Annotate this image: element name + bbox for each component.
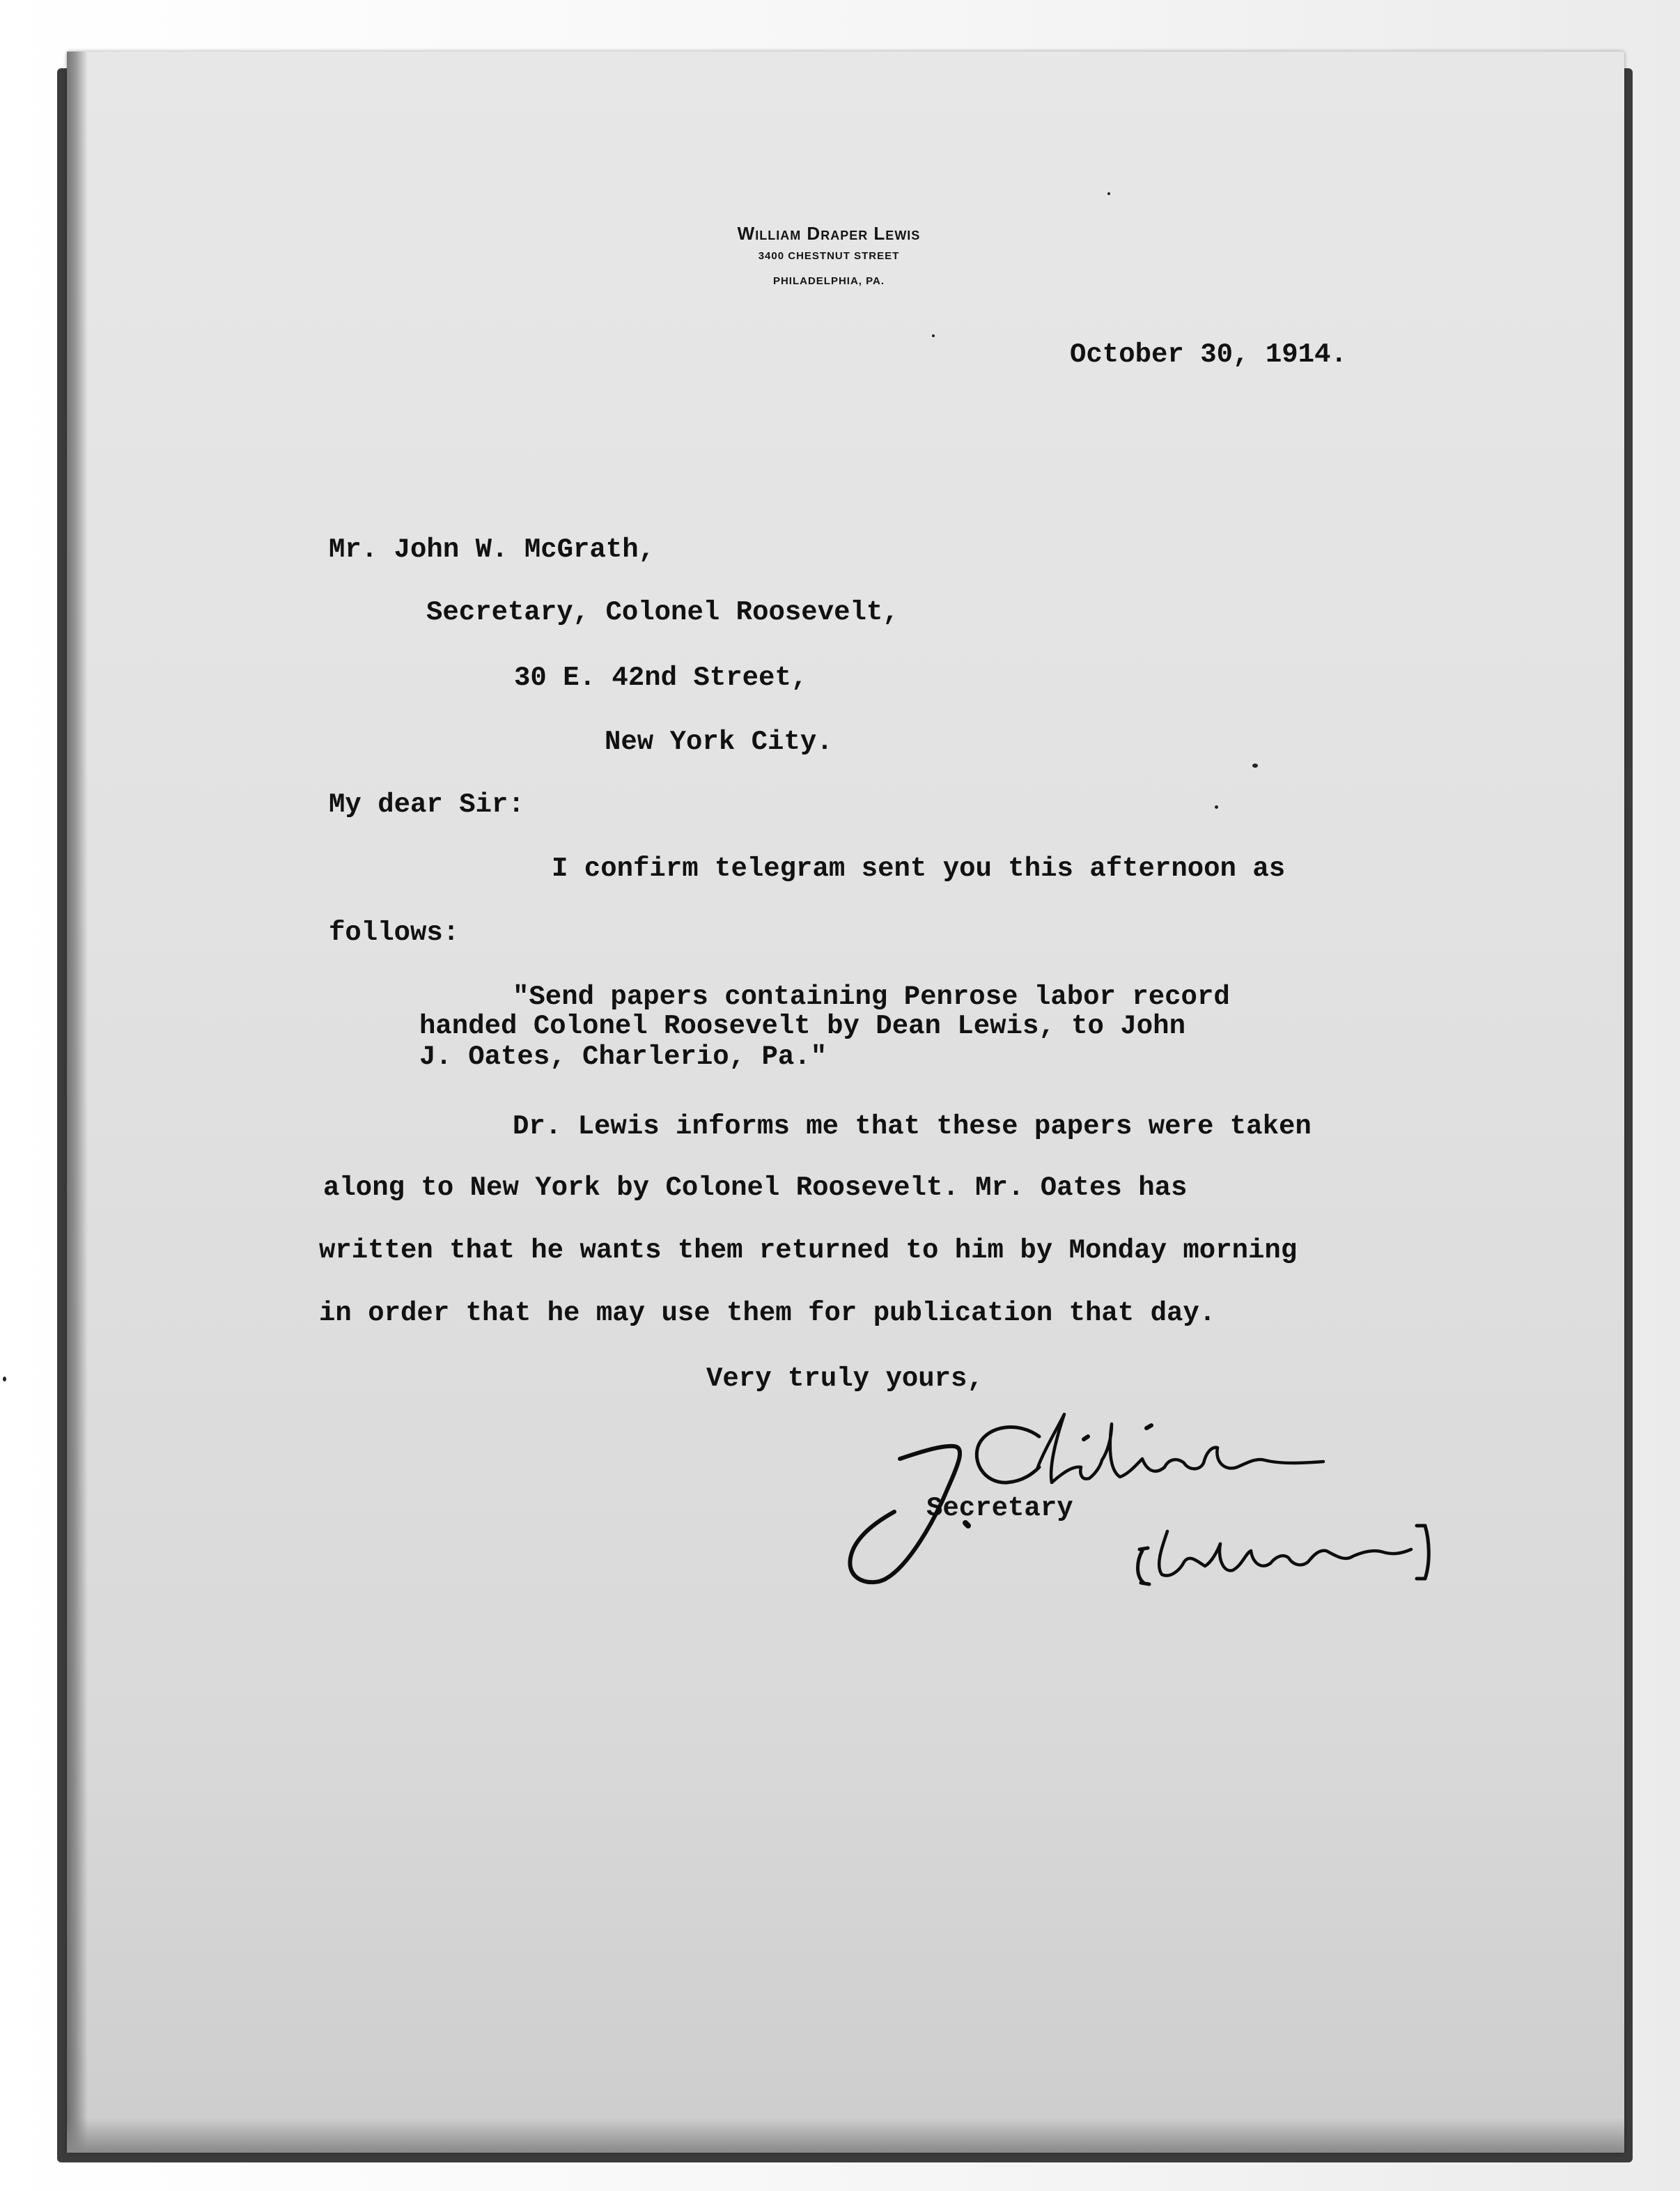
recipient-name: Mr. John W. McGrath, xyxy=(329,534,655,565)
scan-speck xyxy=(1252,764,1258,768)
intro-line-2: follows: xyxy=(329,918,460,948)
recipient-title: Secretary, Colonel Roosevelt, xyxy=(426,597,899,628)
paragraph-line-4: in order that he may use them for publication that day. xyxy=(319,1298,1216,1329)
recipient-city: New York City. xyxy=(605,727,833,757)
letterhead xyxy=(669,222,989,290)
sheet-bottom-edge xyxy=(67,2118,1624,2153)
scan-speck xyxy=(1215,805,1218,809)
letter-sheet xyxy=(67,52,1624,2153)
sheet-left-edge xyxy=(67,52,88,2153)
letterhead-name: William Draper Lewis xyxy=(737,223,921,244)
letter-date: October 30, 1914. xyxy=(1070,339,1347,370)
paragraph-line-3: written that he wants them returned to him by Monday morning xyxy=(319,1235,1298,1266)
letterhead-street: 3400 CHESTNUT STREET xyxy=(758,250,900,262)
scan-speck xyxy=(1107,192,1110,195)
signature-role: Secretary xyxy=(926,1493,1073,1524)
letterhead-city: PHILADELPHIA, PA. xyxy=(772,275,885,287)
paragraph-line-1: Dr. Lewis informs me that these papers were taken xyxy=(513,1111,1312,1142)
paragraph-line-2: along to New York by Colonel Roosevelt. Mr. Oates has xyxy=(323,1172,1188,1203)
telegram-quote-line-3: J. Oates, Charlerio, Pa." xyxy=(419,1042,827,1072)
telegram-quote-line-1: "Send papers containing Penrose labor record xyxy=(513,982,1230,1012)
scan-speck xyxy=(3,1377,6,1381)
handwritten-signature xyxy=(836,1400,1463,1595)
salutation: My dear Sir: xyxy=(329,789,524,820)
scan-speck xyxy=(932,334,935,337)
telegram-quote-line-2: handed Colonel Roosevelt by Dean Lewis, to John xyxy=(419,1011,1185,1042)
recipient-street: 30 E. 42nd Street, xyxy=(514,663,808,693)
intro-line-1: I confirm telegram sent you this afternoon as xyxy=(552,853,1286,884)
closing: Very truly yours, xyxy=(706,1363,983,1394)
